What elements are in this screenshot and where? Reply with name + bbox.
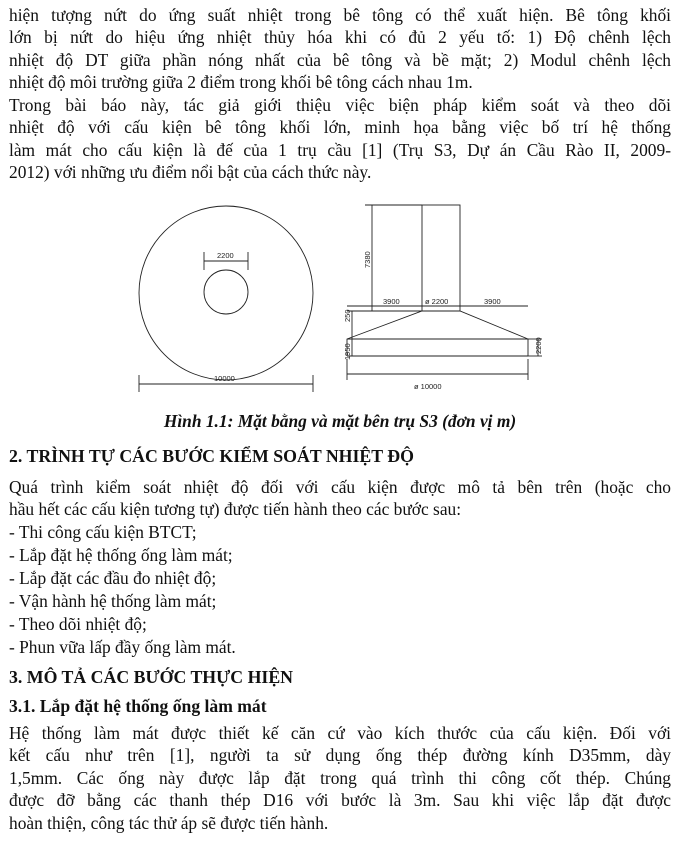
- text-line: lớn bị nứt do hiệu ứng nhiệt thủy hóa khi có đủ 2 yếu tố: 1) Độ chênh lệch: [9, 27, 671, 48]
- plan-inner-dim: 2200: [217, 251, 234, 260]
- figure-caption: Hình 1.1: Mặt bằng và mặt bên trụ S3 (đơn vị m): [163, 411, 517, 431]
- elevation-bottom-dim: ø 10000: [414, 382, 442, 391]
- elevation-left-dim: 3900: [383, 297, 400, 306]
- text-line: được đỡ bằng các thanh thép D16 với bước là 3m. Sau khi việc lắp đặt được: [9, 790, 671, 811]
- text-line: Trong bài báo này, tác giả giới thiệu việc biện pháp kiểm soát và theo dõi: [9, 95, 671, 115]
- elevation-height-dim: 7380: [363, 251, 372, 268]
- elevation-right-height-dim: 2200: [534, 337, 543, 354]
- figure-drawing: [0, 200, 680, 410]
- outer-circle: [139, 206, 313, 380]
- list-item: - Lắp đặt hệ thống ống làm mát;: [9, 544, 233, 565]
- elevation-center-dim: ø 2200: [425, 297, 449, 306]
- list-item: - Phun vữa lấp đầy ống làm mát.: [9, 636, 236, 657]
- intro-paragraph: [9, 4, 671, 94]
- elevation-view: [347, 205, 542, 380]
- text-line: Hệ thống làm mát được thiết kế căn cứ vào kích thước của cấu kiện. Đối với: [9, 723, 671, 743]
- plan-view: [139, 206, 313, 392]
- text-line: nhiệt độ môi trường giữa 2 điểm trong khối bê tông cách nhau 1m.: [9, 72, 473, 93]
- text-line: nhiệt độ DT giữa phần nóng nhất của bê tông và bề mặt; 2) Modul chênh lệch: [9, 49, 671, 70]
- text-line: hầu hết các cấu kiện tương tự) được tiến hành theo các bước sau:: [9, 499, 462, 520]
- list-item: - Thi công cấu kiện BTCT;: [9, 522, 197, 542]
- text-line: làm mát cho cấu kiện là đế của 1 trụ cầu [1] (Trụ S3, Dự án Cầu Rào II, 2009-: [9, 139, 671, 160]
- article-paragraph: [9, 94, 671, 184]
- list-item: - Vận hành hệ thống làm mát;: [9, 590, 217, 611]
- elevation-base-dim: 1950: [343, 343, 352, 360]
- text-line: nhiệt độ với cấu kiện bê tông khối lớn, minh họa bằng việc bố trí hệ thống: [9, 117, 671, 138]
- pier-column: [422, 205, 460, 311]
- text-line: kết cấu như trên [1], người ta sử dụng ống thép đường kính D35mm, dày: [9, 745, 671, 766]
- text-line: Quá trình kiểm soát nhiệt độ đối với cấu kiện được mô tả bên trên (hoặc cho: [9, 477, 671, 497]
- text-line: 1,5mm. Các ống này được lắp đặt trong quá trình thi công cốt thép. Chúng: [9, 767, 671, 788]
- text-line: 2012) với những ưu điểm nổi bật của cách thức này.: [9, 162, 372, 183]
- elevation-right-dim: 3900: [484, 297, 501, 306]
- text-line: hiện tượng nứt do ứng suất nhiệt trong bê tông có thể xuất hiện. Bê tông khối: [9, 5, 671, 25]
- list-item: - Theo dõi nhiệt độ;: [9, 613, 147, 634]
- section-3-1-paragraph: [9, 722, 671, 834]
- inner-circle: [204, 270, 248, 314]
- plan-outer-dim: 10000: [214, 374, 235, 383]
- section-3-1-heading: 3.1. Lắp đặt hệ thống ống làm mát: [9, 696, 267, 716]
- section-2-heading: 2. TRÌNH TỰ CÁC BƯỚC KIỂM SOÁT NHIỆT ĐỘ: [9, 446, 414, 466]
- text-line: hoàn thiện, công tác thử áp sẽ được tiến hành.: [9, 812, 329, 833]
- steps-list: [9, 521, 236, 658]
- section-2-paragraph: [9, 476, 671, 521]
- section-3-heading: 3. MÔ TẢ CÁC BƯỚC THỰC HIỆN: [9, 667, 294, 687]
- elevation-slope-dim: 250: [343, 309, 352, 322]
- list-item: - Lắp đặt các đầu đo nhiệt độ;: [9, 567, 217, 588]
